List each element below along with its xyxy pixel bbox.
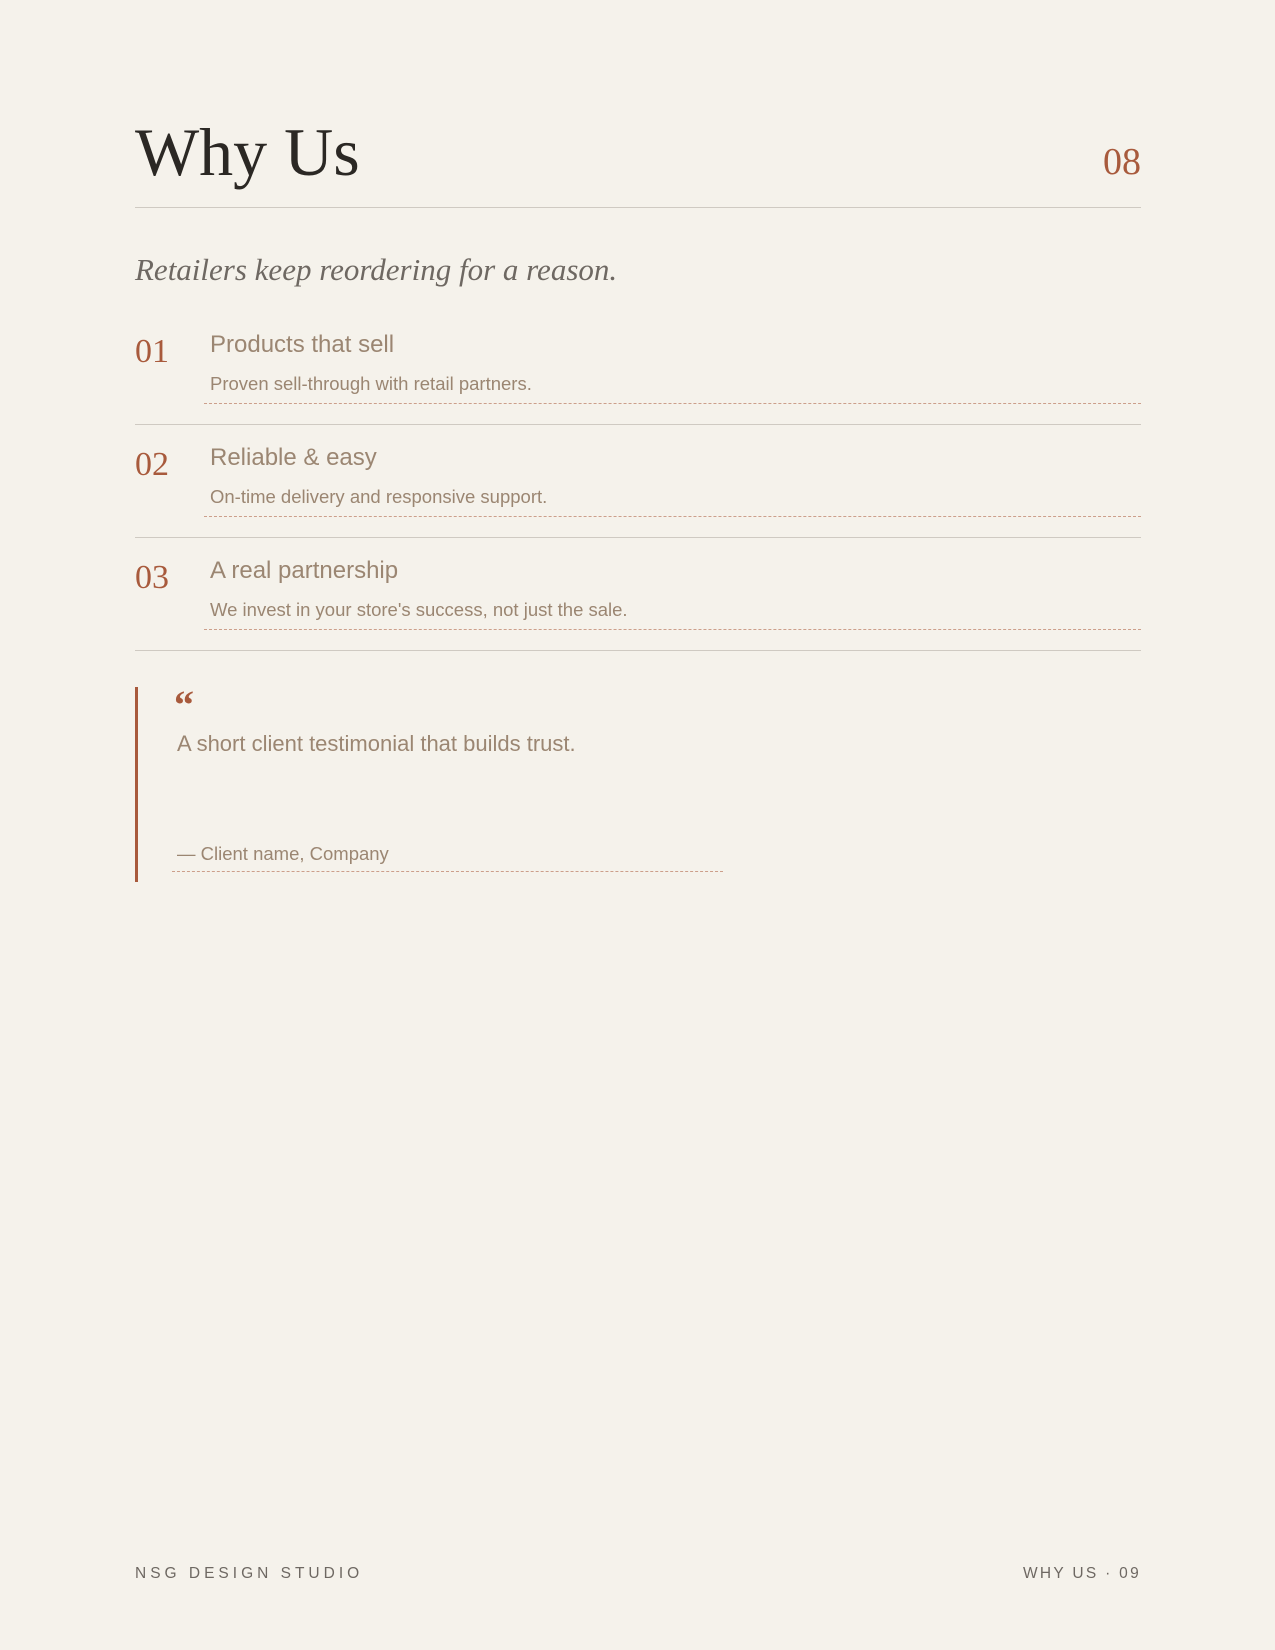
tagline: Retailers keep reordering for a reason. <box>135 252 618 287</box>
reason-description: On-time delivery and responsive support. <box>210 486 548 507</box>
reasons-list <box>135 312 1141 651</box>
quote-mark-icon: “ <box>174 682 194 727</box>
reason-number: 02 <box>135 446 169 483</box>
reason-item <box>135 538 1141 651</box>
page-header <box>135 112 1141 208</box>
testimonial-text: A short client testimonial that builds trust. <box>177 731 576 756</box>
testimonial-author: — Client name, Company <box>177 843 389 864</box>
reason-item <box>135 425 1141 538</box>
reason-number: 03 <box>135 559 169 596</box>
footer-studio-name: NSG DESIGN STUDIO <box>135 1565 364 1582</box>
reason-title: A real partnership <box>210 557 399 584</box>
testimonial-attribution <box>172 842 723 872</box>
reason-item <box>135 312 1141 425</box>
reason-description: We invest in your store's success, not just the sale. <box>210 599 628 620</box>
reason-body <box>204 443 1141 517</box>
section-number: 08 <box>1103 141 1141 183</box>
reason-body <box>204 330 1141 404</box>
reason-number: 01 <box>135 333 169 370</box>
reason-title: Products that sell <box>210 331 395 358</box>
reason-title: Reliable & easy <box>210 444 377 471</box>
reason-body <box>204 556 1141 630</box>
reason-description: Proven sell-through with retail partners. <box>210 373 532 394</box>
testimonial <box>135 682 758 882</box>
footer-page-label: WHY US · 09 <box>1022 1565 1141 1582</box>
page-title: Why Us <box>135 114 360 190</box>
